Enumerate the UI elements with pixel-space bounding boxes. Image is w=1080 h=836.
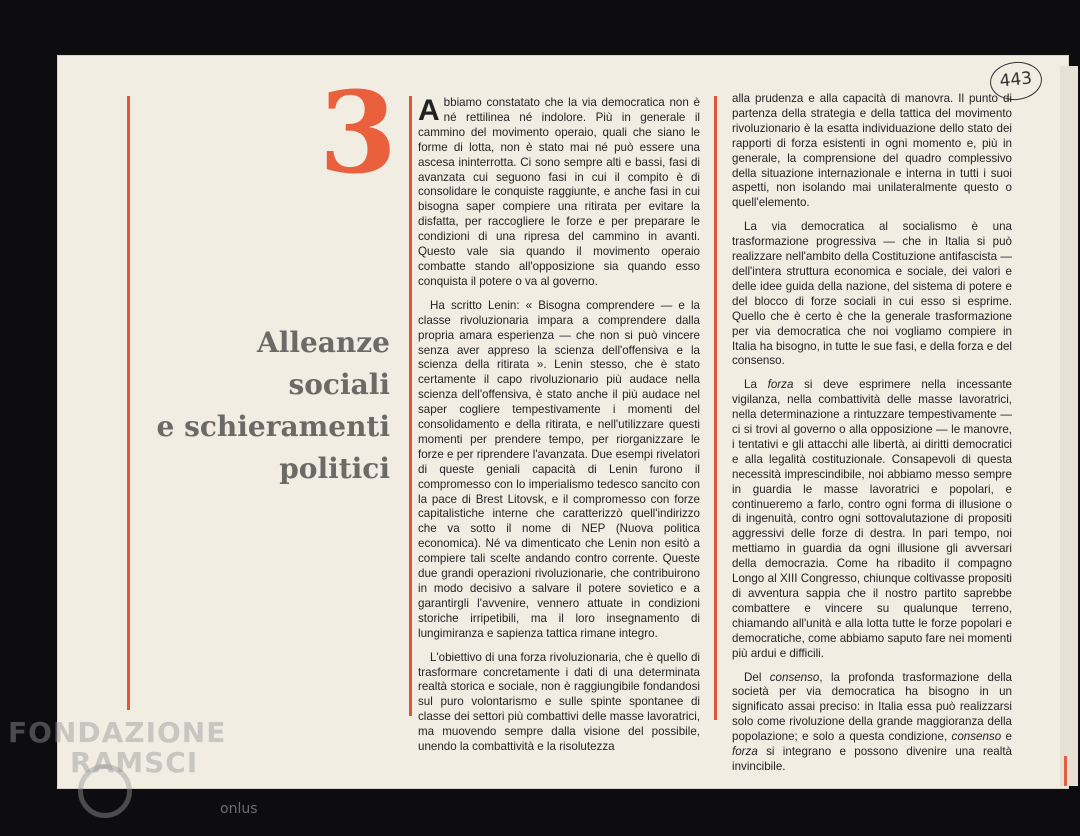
text-run: e xyxy=(1001,730,1012,744)
watermark-line-2: RAMSCI xyxy=(70,746,199,779)
drop-cap: A xyxy=(418,94,440,127)
emphasis: consenso xyxy=(769,670,820,684)
text-column-2 xyxy=(732,92,1012,784)
paragraph xyxy=(418,96,700,290)
next-page-edge xyxy=(1060,66,1078,786)
paragraph: Ha scritto Lenin: « Bisogna comprendere — e la classe rivoluzionaria impara a comprendere dalla propria amara esperienza — che non si può vincere senza aver appreso la scienza dell'offensiva e la scienza della ritirata ». Lenin stesso, che è stato certamente il capo rivoluzionario più audace nella scienza dell'offensiva, è stato anche il più audace nel saper cogliere tempestivamente i momenti del consolidamento e della ritirata, e nell'utilizzare questi momenti per prendere tempo, per riorganizzare le forze e per riprendere l'avanzata. Due esempi rivelatori di queste geniali capacità di Lenin furono il compromesso con lo imperialismo tedesco sancito con la pace di Brest Litovsk, e il compromesso con forze capitalistiche interne che caratterizzò quell'indirizzo che va sotto il nome di NEP (Nuova politica economica). Né va dimenticato che Lenin non esitò a compiere tali scelte andando contro corrente. Queste due grandi operazioni rivoluzionarie, che contribuirono in modo decisivo a salvare il potere sovietico e a garantirgli l'avvenire, vennero attuate in condizioni storiche irripetibili, ma il loro insegnamento di lungimiranza e sapienza tattica rimane integro. xyxy=(418,298,700,640)
right-red-rule xyxy=(714,96,717,720)
watermark xyxy=(8,716,258,817)
title-line: sociali xyxy=(288,368,390,401)
text-run: Del xyxy=(744,670,770,684)
text-run: , la profonda trasformazione della società per via democratica ha bisogno in un significato assai preciso: in Italia essa può realizzarsi solo come rivoluzione della grande maggioranza della popolazione; e solo a questa condizione, xyxy=(732,670,1012,744)
chapter-number: 3 xyxy=(319,68,397,199)
text-column-1 xyxy=(418,96,700,764)
edge-stripe xyxy=(1064,756,1067,786)
text-run: La xyxy=(744,378,768,392)
watermark-suffix: onlus xyxy=(220,801,258,817)
title-line: Alleanze xyxy=(256,326,390,359)
paragraph-text: bbiamo constatato che la via democratica non è né rettilinea né indolore. Più in generale il cammino del movimento operaio, quali che siano le forme di lotta, non è stato mai né può essere una ascesa ininterrotta. Ci sono sempre alti e bassi, fasi di avanzata cui seguono fasi in cui il compito è di consolidare le conquiste raggiunte, e anche fasi in cui bisogna saper compiere una ritirata per evitare la disfatta, per raccogliere le forze e per preparare le condizioni di una ripresa del cammino in avanti. Questo vale sia quando il movimento operaio combatte stando all'opposizione sia quando esso conquista il potere o va al governo. xyxy=(418,96,700,288)
title-line: e schieramenti xyxy=(156,410,390,443)
paragraph xyxy=(732,671,1012,775)
left-red-rule xyxy=(127,96,130,710)
emphasis: consenso xyxy=(951,730,1002,744)
paragraph: L'obiettivo di una forza rivoluzionaria, che è quello di trasformare concretamente i dati di una determinata realtà storica e sociale, non è raggiungibile fondandosi sul puro volontarismo e sulle spinte spontanee di classe dei settori più combattivi delle masse lavoratrici, ma muovendo sempre dalla visione del possibile, unendo la combattività e la risolutezza xyxy=(418,650,700,754)
text-run: si integrano e possono divenire una realtà invincibile. xyxy=(732,745,1012,773)
watermark-line-1: FONDAZIONE xyxy=(8,716,227,749)
emphasis: forza xyxy=(767,378,794,392)
title-line: politici xyxy=(279,452,390,485)
paragraph xyxy=(732,378,1012,661)
text-run: si deve esprimere nella incessante vigilanza, nella combattività delle masse lavoratrici, nella determinazione a rintuzzare tempestivamente — ci si trovi al governo o alla opposizione — le manovre, i tentativi e gli attacchi alle libertà, ai diritti democratici e alla legalità costituzionale. Consapevoli di questa necessità imprescindibile, noi abbiamo messo sempre in guardia le masse lavoratrici e popolari, e continueremo a farlo, contro ogni forma di illusione o di ingenuità, contro ogni sottovalutazione di propositi aggressivi delle forze di destra. In pari tempo, noi mettiamo in guardia da ogni illusione gli avversari della democrazia. Come ha ribadito il compagno Longo al XIII Congresso, chiunque coltivasse propositi di avventura sappia che il nostro partito saprebbe combattere e vincere su qualunque terreno, chiamando all'unità e alla lotta tutte le forze popolari e democratiche, come abbiamo saputo fare nei momenti più ardui e difficili. xyxy=(732,378,1012,660)
paragraph: alla prudenza e alla capacità di manovra. Il punto di partenza della strategia e della tattica del movimento rivoluzionario è la esatta individuazione dello stato dei rapporti di forza esistenti in ogni momento e, più in generale, la comprensione del quadro complessivo della situazione internazionale e interna in tutti i suoi aspetti, non isolando mai unilateralmente questo o quell'elemento. xyxy=(732,92,1012,210)
middle-red-rule xyxy=(409,96,412,716)
emphasis: forza xyxy=(732,745,758,759)
handwritten-page-number: 443 xyxy=(988,59,1044,102)
paragraph: La via democratica al socialismo è una trasformazione progressiva — che in Italia si può realizzare nell'ambito della Costituzione antifascista — dell'intera struttura economica e sociale, dei valori e delle idee guida della nazione, del sistema di potere e del blocco di forze sociali in cui esso si esprime. Quello che è certo è che la generale trasformazione per via democratica che noi vogliamo compiere in Italia ha bisogno, in tutte le sue fasi, e della forza e del consenso. xyxy=(732,220,1012,368)
chapter-title xyxy=(157,322,390,490)
